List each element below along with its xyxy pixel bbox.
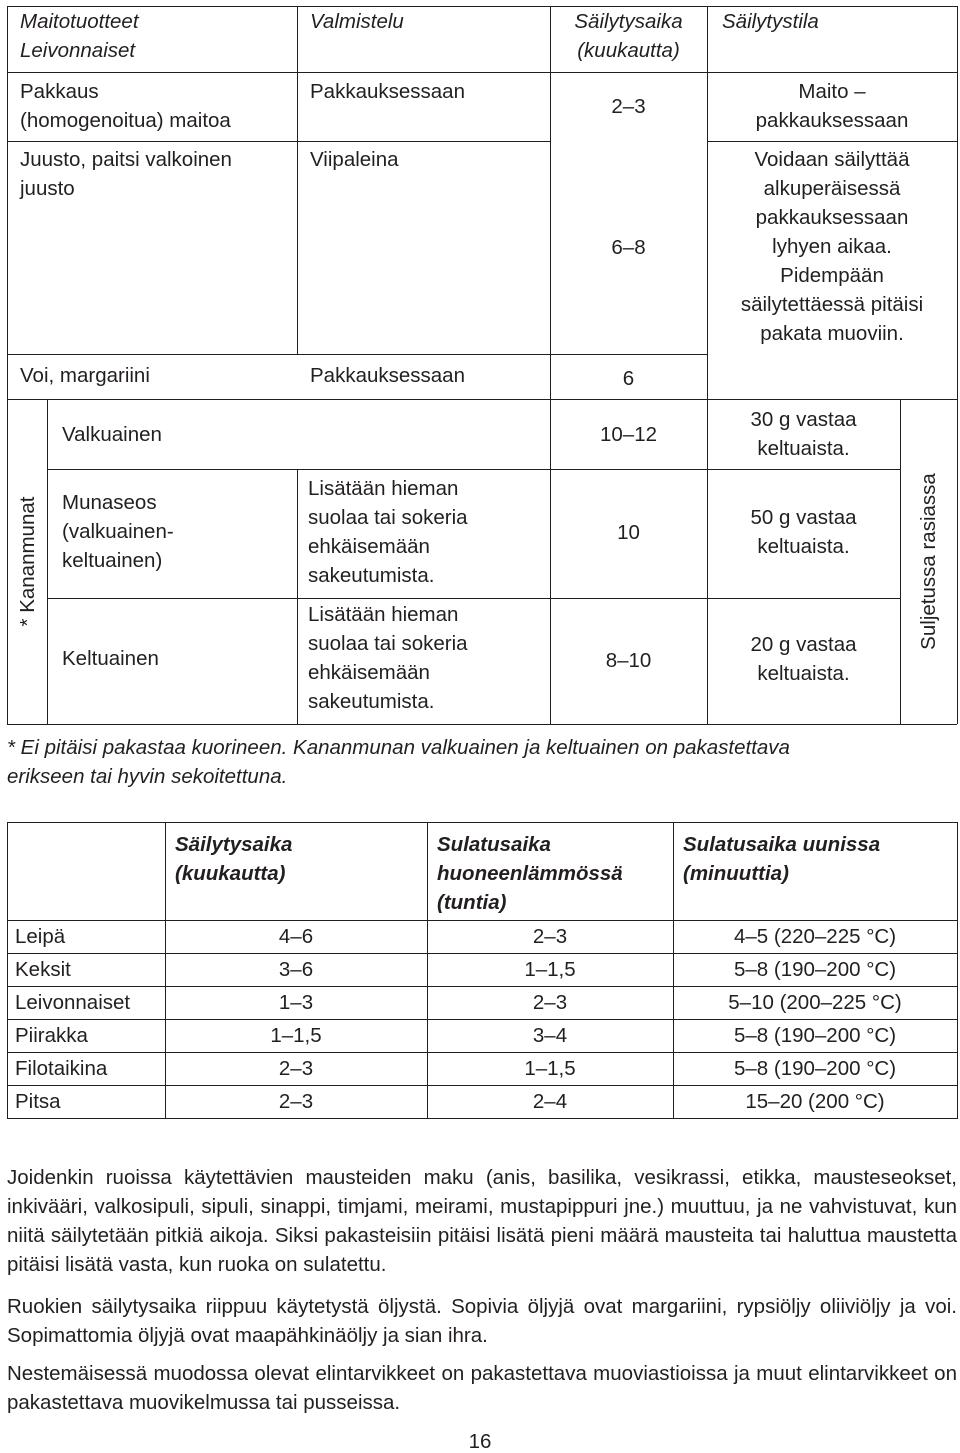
header-storage-time: Säilytysaika (kuukautta) — [574, 10, 683, 62]
row-cheese-preparation: Viipaleina — [310, 148, 399, 171]
row-butter-product: Voi, margariini — [20, 364, 150, 387]
row-milk-product: Pakkaus (homogenoitua) maitoa — [20, 80, 231, 132]
row-mix-preparation: Lisätään hieman suolaa tai sokeria ehkäisemään sakeutumista. — [308, 477, 468, 587]
header-t2-storage: Säilytysaika (kuukautta) — [175, 833, 293, 885]
row-yolk-preparation: Lisätään hieman suolaa tai sokeria ehkäisemään sakeutumista. — [308, 603, 468, 713]
page-number: 16 — [468, 1430, 492, 1453]
row-mix-note: 50 g vastaa keltuaista. — [750, 506, 857, 558]
header-t2-thaw-room: Sulatusaika huoneenlämmössä (tuntia) — [437, 833, 623, 914]
row-mix-months: 10 — [617, 521, 640, 544]
egg-footnote: * Ei pitäisi pakastaa kuorineen. Kananmunan valkuainen ja keltuainen on pakastettava erikseen tai hyvin sekoitettuna. — [7, 736, 790, 788]
row-cheese-place: Voidaan säilyttää alkuperäisessä pakkauksessaan lyhyen aikaa. Pidempään säilytettäessä pitäisi pakata muoviin. — [740, 148, 924, 345]
row-cheese-months: 6–8 — [611, 236, 646, 259]
row-milk-months: 2–3 — [611, 95, 646, 118]
header-preparation: Valmistelu — [310, 10, 404, 33]
row-white-note: 30 g vastaa keltuaista. — [750, 408, 857, 460]
row-yolk-note: 20 g vastaa keltuaista. — [750, 633, 857, 685]
header-product: Maitotuotteet Leivonnaiset — [20, 10, 139, 62]
row-milk-place: Maito – pakkauksessaan — [755, 80, 909, 132]
egg-group-label: * Kananmunat — [16, 496, 39, 627]
egg-container-label: Suljetussa rasiassa — [917, 473, 940, 650]
row-mix-product: Munaseos (valkuainen- keltuainen) — [62, 491, 174, 572]
header-storage-place: Säilytystila — [722, 10, 819, 33]
row-yolk-product: Keltuainen — [62, 647, 159, 670]
paragraph-packaging: Nestemäisessä muodossa olevat elintarvikkeet on pakastettava muoviastioissa ja muut elintarvikkeet on pakastettava muovikelmussa tai pusseissa. — [7, 1362, 957, 1414]
header-t2-thaw-oven: Sulatusaika uunissa (minuuttia) — [683, 833, 881, 885]
paragraph-spices: Joidenkin ruoissa käytettävien mausteiden maku (anis, basilika, vesikrassi, etikka, mausteseokset, inkivääri, valkosipuli, sipuli, sinappi, timjami, meirami, mustapippuri jne.) muuttuu, ja ne vahvistuvat, kun niitä säilytetään pitkiä aikoja. Siksi pakasteisiin pitäisi lisätä pieni määrä mausteita tai haluttua maustetta pitäisi lisätä vasta, kun ruoka on sulatettu. — [7, 1166, 957, 1276]
row-cheese-product: Juusto, paitsi valkoinen juusto — [20, 148, 232, 200]
row-milk-preparation: Pakkauksessaan — [310, 80, 465, 103]
row-butter-preparation: Pakkauksessaan — [310, 364, 465, 387]
paragraph-oils: Ruokien säilytysaika riippuu käytetystä öljystä. Sopivia öljyjä ovat margariini, rypsiöljy oliiviöljy ja voi. Sopimattomia öljyjä ovat maapähkinäöljy ja sian ihra. — [7, 1295, 957, 1347]
row-yolk-months: 8–10 — [605, 649, 652, 672]
row-butter-months: 6 — [622, 367, 635, 390]
row-white-months: 10–12 — [599, 423, 657, 446]
row-white-product: Valkuainen — [62, 423, 162, 446]
